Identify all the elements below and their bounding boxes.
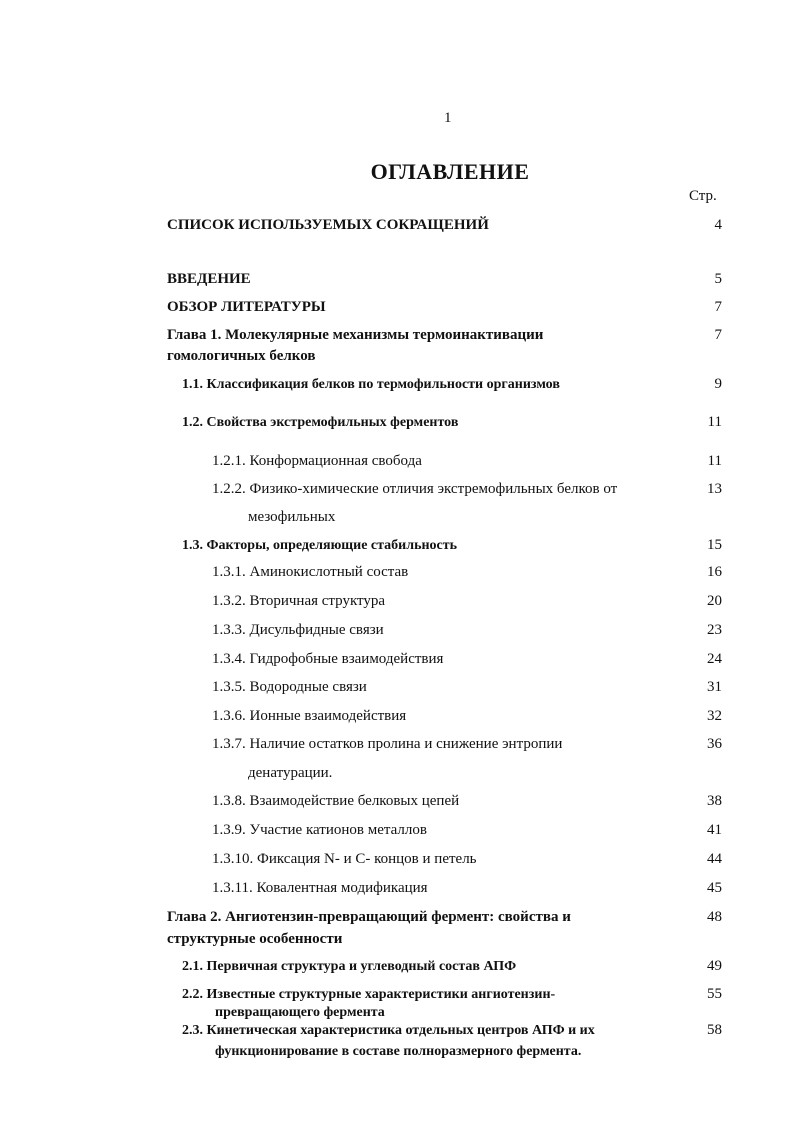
toc-page: 41 <box>707 822 722 838</box>
toc-page: 44 <box>707 851 722 867</box>
page-number: 1 <box>444 110 452 126</box>
toc-page: 24 <box>707 651 722 667</box>
toc-page: 7 <box>714 327 722 343</box>
toc-entry-1-2-2-cont: мезофильных <box>248 509 336 525</box>
toc-page: 13 <box>707 481 722 497</box>
toc-page: 38 <box>707 793 722 809</box>
toc-entry-1-3-10: 1.3.10. Фиксация N- и С- концов и петель <box>212 851 477 867</box>
toc-entry-1-3-5: 1.3.5. Водородные связи <box>212 679 367 695</box>
toc-page: 49 <box>707 958 722 974</box>
toc-entry-1-2-1: 1.2.1. Конформационная свобода <box>212 453 422 469</box>
toc-page: 32 <box>707 708 722 724</box>
toc-page: 7 <box>714 299 722 315</box>
toc-page: 36 <box>707 736 722 752</box>
toc-page: 16 <box>707 564 722 580</box>
toc-entry-1-3-8: 1.3.8. Взаимодействие белковых цепей <box>212 793 460 809</box>
toc-entry-2-3: 2.3. Кинетическая характеристика отдельных центров АПФ и их <box>182 1023 595 1038</box>
toc-entry-literature-review: ОБЗОР ЛИТЕРАТУРЫ <box>167 299 326 315</box>
toc-page: 23 <box>707 622 722 638</box>
toc-entry-1-3-4: 1.3.4. Гидрофобные взаимодействия <box>212 651 444 667</box>
toc-entry-1-2: 1.2. Свойства экстремофильных ферментов <box>182 415 459 430</box>
toc-entry-1-3-3: 1.3.3. Дисульфидные связи <box>212 622 384 638</box>
toc-page: 48 <box>707 909 722 925</box>
toc-entry-1-1: 1.1. Классификация белков по термофильности организмов <box>182 377 560 392</box>
toc-entry-1-3-2: 1.3.2. Вторичная структура <box>212 593 386 609</box>
toc-page: 20 <box>707 593 722 609</box>
page-title: ОГЛАВЛЕНИЕ <box>370 159 530 184</box>
page-column-label: Стр. <box>689 188 717 204</box>
toc-entry-chapter-1: Глава 1. Молекулярные механизмы термоинактивации <box>167 327 544 343</box>
toc-page: 5 <box>714 271 722 287</box>
toc-page: 4 <box>714 217 722 233</box>
toc-entry-1-3-6: 1.3.6. Ионные взаимодействия <box>212 708 407 724</box>
toc-entry-1-2-2: 1.2.2. Физико-химические отличия экстремофильных белков от <box>212 481 618 497</box>
toc-entry-abbreviations: СПИСОК ИСПОЛЬЗУЕМЫХ СОКРАЩЕНИЙ <box>167 217 489 233</box>
toc-page: 58 <box>707 1022 722 1038</box>
toc-entry-2-2-cont: превращающего фермента <box>215 1005 385 1020</box>
toc-page: 9 <box>714 376 722 392</box>
toc-page: 31 <box>707 679 722 695</box>
toc-page: 11 <box>707 453 722 469</box>
toc-entry-1-3-9: 1.3.9. Участие катионов металлов <box>212 822 427 838</box>
toc-entry-2-3-cont: функционирование в составе полноразмерного фермента. <box>215 1044 582 1059</box>
toc-page: 55 <box>707 986 722 1002</box>
toc-entry-chapter-2: Глава 2. Ангиотензин-превращающий фермент: свойства и <box>167 909 571 925</box>
toc-entry-chapter-2-cont: структурные особенности <box>167 931 343 947</box>
toc-entry-1-3-7: 1.3.7. Наличие остатков пролина и снижение энтропии <box>212 736 563 752</box>
toc-entry-chapter-1-cont: гомологичных белков <box>167 348 316 364</box>
toc-entry-introduction: ВВЕДЕНИЕ <box>167 271 251 287</box>
toc-entry-1-3-7-cont: денатурации. <box>248 765 333 781</box>
toc-entry-1-3: 1.3. Факторы, определяющие стабильность <box>182 538 458 553</box>
toc-page: 45 <box>707 880 722 896</box>
toc-page: 15 <box>707 537 722 553</box>
toc-entry-2-2: 2.2. Известные структурные характеристики ангиотензин- <box>182 987 556 1002</box>
toc-entry-1-3-11: 1.3.11. Ковалентная модификация <box>212 880 428 896</box>
toc-entry-1-3-1: 1.3.1. Аминокислотный состав <box>212 564 409 580</box>
toc-entry-2-1: 2.1. Первичная структура и углеводный состав АПФ <box>182 959 517 974</box>
toc-page: 11 <box>707 414 722 430</box>
